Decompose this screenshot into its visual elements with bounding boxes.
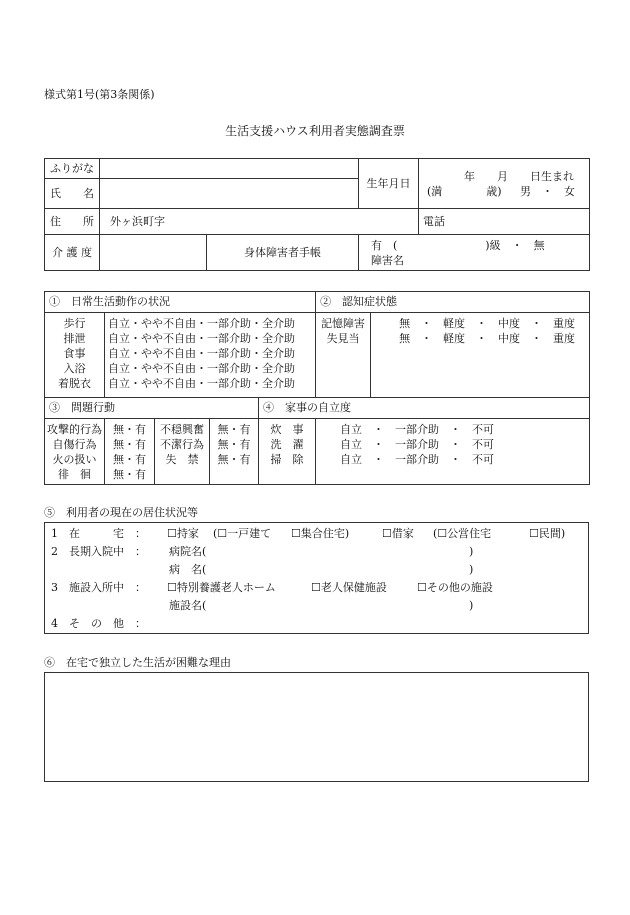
dementia-items <box>316 313 371 398</box>
care-level-label: 介 護 度 <box>45 235 100 271</box>
apartment-checkbox[interactable] <box>291 525 349 542</box>
birthdate-field[interactable] <box>419 159 590 209</box>
elderly-health-checkbox[interactable] <box>311 579 387 596</box>
disability-grade: 有 ( )級 ・ 無 <box>371 238 545 252</box>
behavior-item-agitation: 不穏興奮 <box>160 423 204 436</box>
adl-choice[interactable]: 自立・やや不自由・一部介助・全介助 <box>108 362 295 375</box>
behavior-choice[interactable]: 無・有 <box>113 468 146 481</box>
row-home-label: 1 在 宅 ： <box>51 527 146 540</box>
residence-box <box>44 522 589 634</box>
behavior-choice[interactable]: 無・有 <box>217 423 251 436</box>
name-field[interactable] <box>100 179 359 209</box>
document-title: 生活支援ハウス利用者実態調査票 <box>225 124 405 138</box>
adl-item-dressing: 着脱衣 <box>58 377 91 390</box>
behavior-item-wandering: 徘 徊 <box>58 468 91 481</box>
housework-item-laundry: 洗 濯 <box>270 438 304 451</box>
special-nursing-checkbox[interactable] <box>167 579 276 596</box>
apartment-label: 集合住宅) <box>300 527 350 540</box>
furigana-label: ふりがな <box>45 159 100 179</box>
behavior-left-items <box>45 419 105 485</box>
other-facility-checkbox[interactable] <box>417 579 493 596</box>
phone-label: 電話 <box>419 209 590 235</box>
dementia-item-disorientation: 失見当 <box>326 332 360 345</box>
condition-table <box>44 291 590 485</box>
adl-choice[interactable]: 自立・やや不自由・一部介助・全介助 <box>108 377 295 390</box>
close-paren: ) <box>469 545 474 558</box>
dementia-title: ② 認知症状態 <box>316 292 590 313</box>
address-field[interactable]: 外ヶ浜町字 <box>100 209 419 235</box>
form-number: 様式第1号(第3条関係) <box>44 88 155 101</box>
housework-item-cooking: 炊 事 <box>270 423 304 436</box>
furigana-field[interactable] <box>100 159 359 179</box>
private-housing-label: 民間) <box>538 527 566 540</box>
care-level-field[interactable] <box>100 235 207 271</box>
close-paren: ) <box>469 599 474 612</box>
residence-row-home <box>51 525 586 542</box>
name-label: 氏 名 <box>45 179 100 209</box>
other-facility-label: その他の施設 <box>426 581 493 594</box>
housework-choice[interactable]: 自立 ・ 一部介助 ・ 不可 <box>340 453 495 466</box>
own-house-checkbox[interactable] <box>167 525 199 542</box>
housework-items <box>259 419 316 485</box>
dementia-item-memory: 記憶障害 <box>321 317 366 330</box>
rental-label: 借家 <box>391 527 414 540</box>
behavior-choice[interactable]: 無・有 <box>217 453 251 466</box>
adl-item-excretion: 排泄 <box>63 332 86 345</box>
birthdate-label: 生年月日 <box>359 159 419 209</box>
behavior-item-fire: 火の扱い <box>52 453 97 466</box>
own-house-label: 持家 <box>176 527 199 540</box>
special-nursing-label: 特別養護老人ホーム <box>176 581 276 594</box>
behavior-item-self-harm: 自傷行為 <box>52 438 97 451</box>
housework-choice[interactable]: 自立 ・ 一部介助 ・ 不可 <box>340 438 495 451</box>
address-label: 住 所 <box>45 209 100 235</box>
housework-title: ④ 家事の自立度 <box>259 398 590 419</box>
row-other-label: 4 そ の 他 ： <box>51 617 146 630</box>
housework-item-cleaning: 掃 除 <box>270 453 304 466</box>
rental-checkbox[interactable] <box>382 525 414 542</box>
detached-checkbox[interactable]: (☐一戸建て <box>213 527 272 540</box>
disability-field[interactable] <box>359 235 590 271</box>
housework-choices[interactable] <box>316 419 590 485</box>
residence-row-facility <box>51 579 586 596</box>
housework-choice[interactable]: 自立 ・ 一部介助 ・ 不可 <box>340 423 495 436</box>
reason-title: ⑥ 在宅で独立した生活が困難な理由 <box>44 656 231 669</box>
birthdate-line: 年 月 日生まれ <box>464 169 575 183</box>
residence-title: ⑤ 利用者の現在の居住状況等 <box>44 506 198 519</box>
behavior-title: ③ 問題行動 <box>45 398 259 419</box>
dementia-choice[interactable]: 無 ・ 軽度 ・ 中度 ・ 重度 <box>399 317 576 330</box>
row-facility-label: 3 施設入所中 ： <box>51 581 146 594</box>
personal-info-table <box>44 158 590 271</box>
adl-choice[interactable]: 自立・やや不自由・一部介助・全介助 <box>108 317 295 330</box>
behavior-choice[interactable]: 無・有 <box>113 423 146 436</box>
dementia-choice[interactable]: 無 ・ 軽度 ・ 中度 ・ 重度 <box>399 332 576 345</box>
adl-choice[interactable]: 自立・やや不自由・一部介助・全介助 <box>108 332 295 345</box>
behavior-choice[interactable]: 無・有 <box>113 453 146 466</box>
gender-choice[interactable]: 男 ・ 女 <box>520 184 576 198</box>
residence-row-other <box>51 615 586 632</box>
behavior-choice[interactable]: 無・有 <box>113 438 146 451</box>
adl-items <box>45 313 105 398</box>
adl-item-walking: 歩行 <box>63 317 86 330</box>
dementia-choices[interactable] <box>371 313 590 398</box>
adl-item-eating: 食事 <box>63 347 86 360</box>
public-housing-checkbox[interactable]: (☐公営住宅 <box>433 527 492 540</box>
disease-name-field[interactable]: 病 名( <box>169 563 207 576</box>
adl-choices[interactable] <box>105 313 316 398</box>
behavior-right-items <box>155 419 210 485</box>
row-hospital-label: 2 長期入院中 ： <box>51 545 146 558</box>
adl-title: ① 日常生活動作の状況 <box>45 292 316 313</box>
residence-row-hospital <box>51 543 586 560</box>
elderly-health-label: 老人保健施設 <box>320 581 387 594</box>
disability-name: 障害名 <box>371 253 405 267</box>
close-paren: ) <box>469 563 474 576</box>
behavior-left-choices[interactable] <box>105 419 155 485</box>
behavior-choice[interactable]: 無・有 <box>217 438 251 451</box>
adl-choice[interactable]: 自立・やや不自由・一部介助・全介助 <box>108 347 295 360</box>
facility-name-field[interactable]: 施設名( <box>169 599 207 612</box>
behavior-item-unclean: 不潔行為 <box>160 438 204 451</box>
age-field: (満 歳) <box>427 184 502 198</box>
behavior-right-choices[interactable] <box>210 419 259 485</box>
behavior-item-aggression: 攻撃的行為 <box>47 423 102 436</box>
hospital-name-field[interactable]: 病院名( <box>169 545 207 558</box>
private-housing-checkbox[interactable] <box>529 525 565 542</box>
residence-row-facility-name <box>51 597 586 614</box>
residence-row-disease <box>51 561 586 578</box>
behavior-item-incontinence: 失 禁 <box>165 453 199 466</box>
reason-textarea[interactable] <box>44 672 589 782</box>
adl-item-bathing: 入浴 <box>63 362 86 375</box>
disability-label: 身体障害者手帳 <box>207 235 359 271</box>
